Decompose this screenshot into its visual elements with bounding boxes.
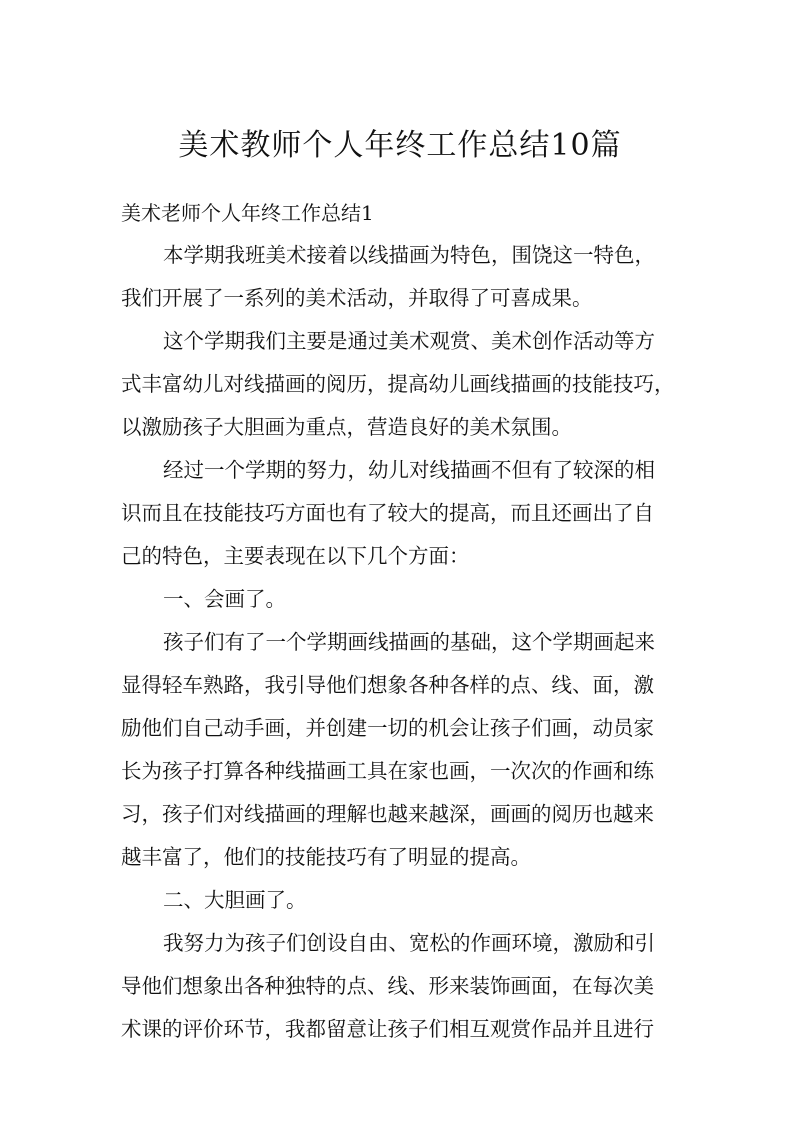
paragraph-line: 识而且在技能技巧方面也有了较大的提高，而且还画出了自 (121, 501, 654, 525)
paragraph-line: 本学期我班美术接着以线描画为特色，围饶这一特色， (163, 243, 655, 267)
paragraph-line: 习，孩子们对线描画的理解也越来越深，画画的阅历也越来 (121, 802, 654, 826)
paragraph-line: 经过一个学期的努力，幼儿对线描画不但有了较深的相 (163, 458, 655, 482)
paragraph-line: 长为孩子打算各种线描画工具在家也画，一次次的作画和练 (121, 759, 654, 783)
paragraph-line: 显得轻车熟路，我引导他们想象各种各样的点、线、面，激 (121, 673, 654, 697)
paragraph-line: 我们开展了一系列的美术活动，并取得了可喜成果。 (121, 286, 593, 310)
paragraph-line: 这个学期我们主要是通过美术观赏、美术创作活动等方 (163, 329, 655, 353)
paragraph-line: 以激励孩子大胆画为重点，营造良好的美术氛围。 (121, 415, 572, 439)
paragraph-line: 式丰富幼儿对线描画的阅历，提高幼儿画线描画的技能技巧， (121, 372, 675, 396)
paragraph-line: 励他们自己动手画，并创建一切的机会让孩子们画，动员家 (121, 716, 654, 740)
list-heading: 一、会画了。 (163, 587, 286, 611)
paragraph-line: 导他们想象出各种独特的点、线、形来装饰画面，在每次美 (121, 974, 654, 998)
list-heading: 二、大胆画了。 (163, 888, 307, 912)
document-title: 美术教师个人年终工作总结10篇 (178, 128, 622, 163)
paragraph-line: 孩子们有了一个学期画线描画的基础，这个学期画起来 (163, 630, 655, 654)
paragraph-line: 越丰富了，他们的技能技巧有了明显的提高。 (121, 845, 531, 869)
paragraph-line: 己的特色，主要表现在以下几个方面： (121, 544, 470, 568)
section-heading: 美术老师个人年终工作总结1 (121, 201, 374, 225)
paragraph-line: 术课的评价环节，我都留意让孩子们相互观赏作品并且进行 (121, 1017, 654, 1041)
paragraph-line: 我努力为孩子们创设自由、宽松的作画环境，激励和引 (163, 931, 655, 955)
